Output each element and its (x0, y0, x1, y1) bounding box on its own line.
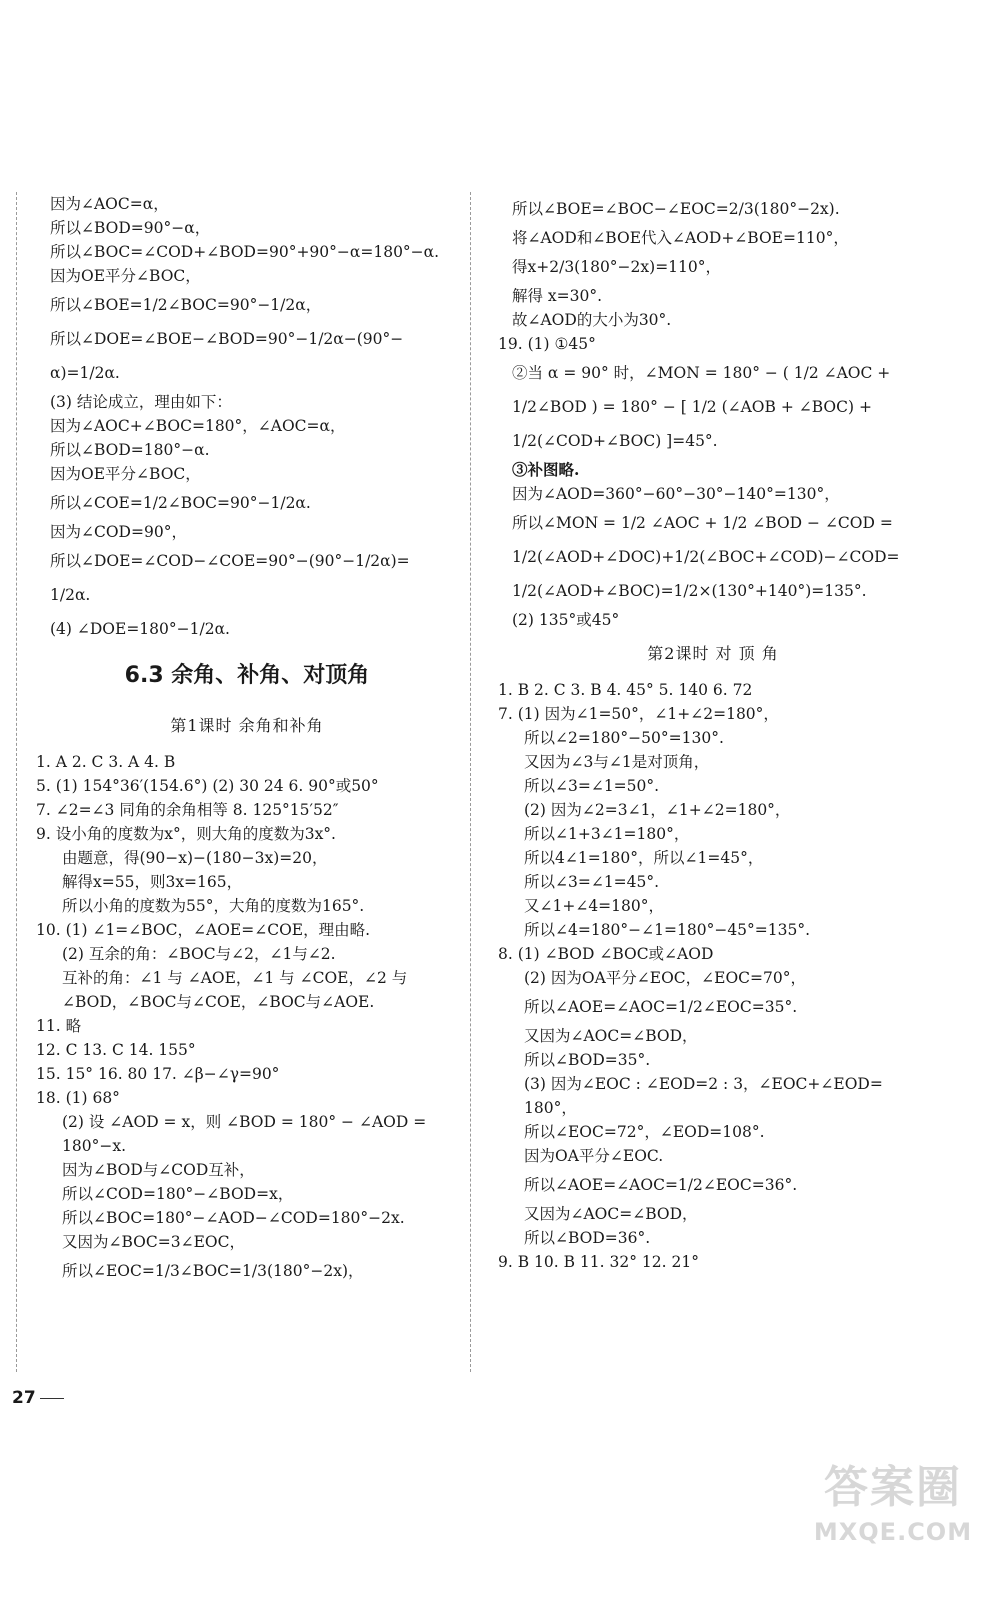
answer-line: 所以小角的度数为55°，大角的度数为165°. (62, 897, 365, 915)
left-column (36, 192, 458, 1288)
section-title: 6.3 余角、补角、对顶角 (124, 663, 370, 688)
watermark-logo-text: 答案圈 (824, 1462, 962, 1513)
answer-line: 10. (1) ∠1=∠BOC，∠AOE=∠COE，理由略. (36, 921, 371, 939)
column-divider-dashed-line (470, 192, 471, 1372)
answer-line: 又因为∠AOC=∠BOD， (524, 1027, 698, 1045)
answer-line: (2) 因为∠2=3∠1，∠1+∠2=180°， (524, 801, 791, 819)
answer-line: 180°−x. (62, 1137, 126, 1155)
answer-line: 9. B 10. B 11. 32° 12. 21° (498, 1253, 699, 1271)
answer-line: 互补的角：∠1 与 ∠AOE，∠1 与 ∠COE，∠2 与 (62, 969, 408, 987)
answer-line: 故∠AOD的大小为30°. (512, 311, 672, 329)
answer-line: 1/2(∠AOD+∠BOC)=1/2×(130°+140°)=135°. (512, 582, 867, 600)
answer-line: 7. ∠2=∠3 同角的余角相等 8. 125°15′52″ (36, 801, 339, 819)
answer-line: 将∠AOD和∠BOE代入∠AOD+∠BOE=110°， (512, 229, 849, 247)
watermark (808, 1458, 978, 1588)
answer-line: 所以∠EOC=1/3∠BOC=1/3(180°−2x)， (62, 1262, 364, 1280)
answer-line: 得x+2/3(180°−2x)=110°， (512, 258, 722, 276)
answer-line: 又因为∠3与∠1是对顶角， (524, 753, 710, 771)
answer-line: 18. (1) 68° (36, 1089, 120, 1107)
answer-line: ∠BOD，∠BOC与∠COE，∠BOC与∠AOE. (62, 993, 375, 1011)
answer-line: 1/2α. (50, 586, 91, 604)
answer-line: (2) 设 ∠AOD = x，则 ∠BOD = 180° − ∠AOD = (62, 1113, 427, 1131)
answer-line: 所以∠3=∠1=50°. (524, 777, 660, 795)
answer-line: 所以∠AOE=∠AOC=1/2∠EOC=35°. (524, 998, 798, 1016)
answer-line: 15. 15° 16. 80 17. ∠β−∠γ=90° (36, 1065, 280, 1083)
subsection-title: 第1课时 余角和补角 (170, 716, 324, 735)
answer-line: 5. (1) 154°36′(154.6°) (2) 30 24 6. 90°或50° (36, 777, 379, 795)
right-column (498, 192, 928, 1274)
answer-line: 又因为∠BOC=3∠EOC， (62, 1233, 245, 1251)
answer-line: 所以∠BOD=35°. (524, 1051, 651, 1069)
subsection-title: 第2课时 对 顶 角 (647, 644, 779, 663)
answer-line: 11. 略 (36, 1017, 82, 1035)
left-margin-dashed-line (16, 192, 17, 1372)
answer-line: (4) ∠DOE=180°−1/2α. (50, 620, 230, 638)
answer-line: 因为∠AOD=360°−60°−30°−140°=130°， (512, 485, 840, 503)
answer-line: 解得 x=30°. (512, 287, 603, 305)
answer-line: 1/2(∠AOD+∠DOC)+1/2(∠BOC+∠COD)−∠COD= (512, 548, 900, 566)
answer-line: α)=1/2α. (50, 364, 120, 382)
page-number: 27 (12, 1388, 36, 1408)
answer-line: (3) 结论成立，理由如下： (50, 393, 232, 411)
answer-line: 所以∠BOD=36°. (524, 1229, 651, 1247)
page-number-rule (40, 1398, 64, 1399)
answer-line: ②当 α = 90° 时，∠MON = 180° − ( 1/2 ∠AOC + (512, 364, 891, 382)
answer-line: 所以∠4=180°−∠1=180°−45°=135°. (524, 921, 811, 939)
answer-line: 所以4∠1=180°，所以∠1=45°， (524, 849, 764, 867)
answer-line: 所以∠BOC=∠COD+∠BOD=90°+90°−α=180°−α. (50, 243, 440, 261)
answer-line: 又∠1+∠4=180°， (524, 897, 665, 915)
answer-line: 180°， (524, 1099, 577, 1117)
answer-line: 19. (1) ①45° (498, 335, 596, 353)
answer-line: 所以∠1+3∠1=180°， (524, 825, 690, 843)
answer-line: 所以∠BOC=180°−∠AOD−∠COD=180°−2x. (62, 1209, 405, 1227)
answer-line: 7. (1) 因为∠1=50°，∠1+∠2=180°， (498, 705, 779, 723)
answer-line: 1/2∠BOD ) = 180° − [ 1/2 (∠AOB + ∠BOC) + (512, 398, 872, 416)
answer-line: 1. A 2. C 3. A 4. B (36, 753, 176, 771)
answer-line: 9. 设小角的度数为x°，则大角的度数为3x°. (36, 825, 336, 843)
answer-line: (2) 135°或45° (512, 611, 620, 629)
answer-line: 因为OE平分∠BOC， (50, 465, 201, 483)
answer-line: 因为∠AOC+∠BOC=180°，∠AOC=α， (50, 417, 346, 435)
answer-line: 所以∠BOD=90°−α， (50, 219, 211, 237)
answer-line: 所以∠COE=1/2∠BOC=90°−1/2α. (50, 494, 311, 512)
answer-line: 1/2(∠COD+∠BOC) ]=45°. (512, 432, 718, 450)
answer-line: 由题意，得(90−x)−(180−3x)=20， (62, 849, 328, 867)
answer-line: 所以∠EOC=72°，∠EOD=108°. (524, 1123, 765, 1141)
answer-line: 所以∠COD=180°−∠BOD=x， (62, 1185, 294, 1203)
answer-line: 所以∠BOE=1/2∠BOC=90°−1/2α， (50, 296, 322, 314)
answer-line: 所以∠DOE=∠BOE−∠BOD=90°−1/2α−(90°− (50, 330, 404, 348)
answer-line: 因为∠AOC=α， (50, 195, 169, 213)
answer-line: 又因为∠AOC=∠BOD， (524, 1205, 698, 1223)
answer-line: ③补图略. (512, 460, 580, 479)
answer-line: 所以∠2=180°−50°=130°. (524, 729, 724, 747)
answer-line: (2) 互余的角：∠BOC与∠2，∠1与∠2. (62, 945, 336, 963)
answer-line: 因为OE平分∠BOC， (50, 267, 201, 285)
answer-line: 1. B 2. C 3. B 4. 45° 5. 140 6. 72 (498, 681, 753, 699)
answer-line: (2) 因为OA平分∠EOC，∠EOC=70°， (524, 969, 806, 987)
answer-line: 因为OA平分∠EOC. (524, 1147, 664, 1165)
watermark-url: MXQE.COM (813, 1518, 973, 1546)
answer-line: 所以∠3=∠1=45°. (524, 873, 660, 891)
answer-line: 所以∠BOD=180°−α. (50, 441, 210, 459)
answer-line: 解得x=55，则3x=165， (62, 873, 243, 891)
answer-line: 8. (1) ∠BOD ∠BOC或∠AOD (498, 945, 714, 963)
answer-line: 12. C 13. C 14. 155° (36, 1041, 196, 1059)
answer-line: 因为∠BOD与∠COD互补， (62, 1161, 255, 1179)
answer-line: (3) 因为∠EOC : ∠EOD=2 : 3，∠EOC+∠EOD= (524, 1075, 883, 1093)
answer-line: 因为∠COD=90°， (50, 523, 187, 541)
answer-line: 所以∠MON = 1/2 ∠AOC + 1/2 ∠BOD − ∠COD = (512, 514, 893, 532)
answer-line: 所以∠AOE=∠AOC=1/2∠EOC=36°. (524, 1176, 798, 1194)
answer-line: 所以∠DOE=∠COD−∠COE=90°−(90°−1/2α)= (50, 552, 410, 570)
answer-line: 所以∠BOE=∠BOC−∠EOC=2/3(180°−2x). (512, 200, 840, 218)
